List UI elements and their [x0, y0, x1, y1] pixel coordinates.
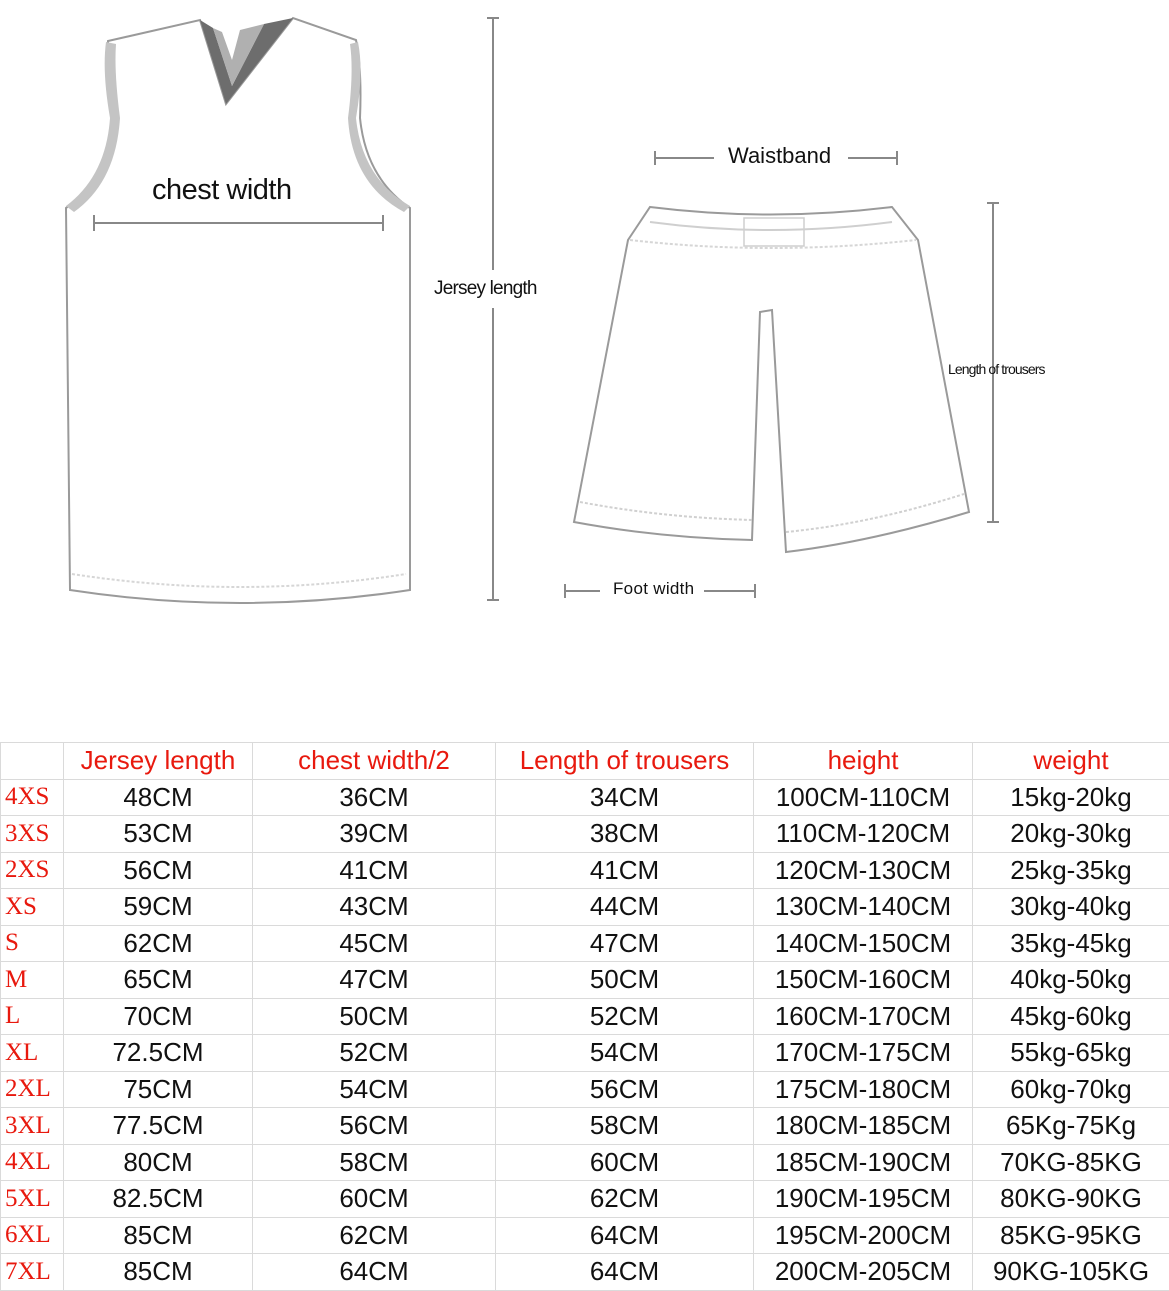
cell-trousers-length: 54CM	[496, 1035, 754, 1072]
cell-height: 150CM-160CM	[754, 962, 973, 999]
cell-trousers-length: 38CM	[496, 816, 754, 853]
cell-height: 170CM-175CM	[754, 1035, 973, 1072]
cell-height: 195CM-200CM	[754, 1217, 973, 1254]
table-row	[1, 1217, 1169, 1254]
table-row	[1, 889, 1169, 926]
cell-weight: 45kg-60kg	[973, 998, 1169, 1035]
header-weight: weight	[973, 743, 1169, 780]
table-row	[1, 1144, 1169, 1181]
cell-trousers-length: 47CM	[496, 925, 754, 962]
cell-jersey-length: 65CM	[64, 962, 253, 999]
header-size	[1, 743, 64, 780]
cell-size: 3XL	[1, 1108, 64, 1145]
cell-chest-width: 50CM	[253, 998, 496, 1035]
cell-trousers-length: 60CM	[496, 1144, 754, 1181]
cell-size: 3XS	[1, 816, 64, 853]
header-trousers-length: Length of trousers	[496, 743, 754, 780]
table-row	[1, 852, 1169, 889]
cell-jersey-length: 48CM	[64, 779, 253, 816]
cell-trousers-length: 34CM	[496, 779, 754, 816]
cell-weight: 90KG-105KG	[973, 1254, 1169, 1291]
table-row	[1, 1108, 1169, 1145]
cell-jersey-length: 75CM	[64, 1071, 253, 1108]
cell-jersey-length: 53CM	[64, 816, 253, 853]
table-row	[1, 962, 1169, 999]
cell-chest-width: 60CM	[253, 1181, 496, 1218]
cell-trousers-length: 41CM	[496, 852, 754, 889]
table-row	[1, 1035, 1169, 1072]
cell-size: XS	[1, 889, 64, 926]
cell-height: 130CM-140CM	[754, 889, 973, 926]
jersey-illustration	[66, 18, 410, 603]
cell-size: L	[1, 998, 64, 1035]
cell-weight: 60kg-70kg	[973, 1071, 1169, 1108]
table-row	[1, 1181, 1169, 1218]
header-jersey-length: Jersey length	[64, 743, 253, 780]
chest-width-label: chest width	[152, 174, 292, 207]
cell-chest-width: 52CM	[253, 1035, 496, 1072]
cell-chest-width: 36CM	[253, 779, 496, 816]
cell-trousers-length: 50CM	[496, 962, 754, 999]
cell-trousers-length: 56CM	[496, 1071, 754, 1108]
cell-height: 160CM-170CM	[754, 998, 973, 1035]
cell-height: 175CM-180CM	[754, 1071, 973, 1108]
cell-weight: 65Kg-75Kg	[973, 1108, 1169, 1145]
cell-size: 5XL	[1, 1181, 64, 1218]
cell-height: 200CM-205CM	[754, 1254, 973, 1291]
cell-jersey-length: 80CM	[64, 1144, 253, 1181]
cell-trousers-length: 64CM	[496, 1217, 754, 1254]
cell-jersey-length: 72.5CM	[64, 1035, 253, 1072]
cell-trousers-length: 58CM	[496, 1108, 754, 1145]
table-header-row	[1, 743, 1169, 780]
header-height: height	[754, 743, 973, 780]
table-row	[1, 1071, 1169, 1108]
table-row	[1, 779, 1169, 816]
cell-size: 4XS	[1, 779, 64, 816]
cell-height: 185CM-190CM	[754, 1144, 973, 1181]
table-row	[1, 998, 1169, 1035]
cell-weight: 80KG-90KG	[973, 1181, 1169, 1218]
jersey-length-label: Jersey length	[434, 278, 537, 300]
cell-jersey-length: 85CM	[64, 1254, 253, 1291]
cell-chest-width: 62CM	[253, 1217, 496, 1254]
jersey-length-arrow	[487, 18, 499, 600]
cell-chest-width: 56CM	[253, 1108, 496, 1145]
cell-chest-width: 64CM	[253, 1254, 496, 1291]
header-chest-width: chest width/2	[253, 743, 496, 780]
cell-height: 100CM-110CM	[754, 779, 973, 816]
cell-weight: 55kg-65kg	[973, 1035, 1169, 1072]
cell-size: S	[1, 925, 64, 962]
table-row	[1, 925, 1169, 962]
cell-height: 110CM-120CM	[754, 816, 973, 853]
cell-weight: 25kg-35kg	[973, 852, 1169, 889]
cell-jersey-length: 70CM	[64, 998, 253, 1035]
cell-jersey-length: 56CM	[64, 852, 253, 889]
table-row	[1, 1254, 1169, 1291]
cell-weight: 30kg-40kg	[973, 889, 1169, 926]
cell-trousers-length: 64CM	[496, 1254, 754, 1291]
cell-weight: 85KG-95KG	[973, 1217, 1169, 1254]
cell-size: 7XL	[1, 1254, 64, 1291]
cell-chest-width: 47CM	[253, 962, 496, 999]
cell-weight: 40kg-50kg	[973, 962, 1169, 999]
trousers-length-label: Length of trousers	[948, 361, 1045, 377]
cell-height: 190CM-195CM	[754, 1181, 973, 1218]
cell-jersey-length: 77.5CM	[64, 1108, 253, 1145]
cell-size: M	[1, 962, 64, 999]
cell-chest-width: 39CM	[253, 816, 496, 853]
cell-trousers-length: 44CM	[496, 889, 754, 926]
size-chart-table	[0, 742, 1169, 1291]
cell-weight: 35kg-45kg	[973, 925, 1169, 962]
cell-chest-width: 54CM	[253, 1071, 496, 1108]
cell-height: 180CM-185CM	[754, 1108, 973, 1145]
cell-chest-width: 45CM	[253, 925, 496, 962]
size-rows	[1, 779, 1169, 1290]
cell-height: 120CM-130CM	[754, 852, 973, 889]
cell-jersey-length: 85CM	[64, 1217, 253, 1254]
cell-size: XL	[1, 1035, 64, 1072]
table-row	[1, 816, 1169, 853]
cell-size: 2XS	[1, 852, 64, 889]
foot-width-label: Foot width	[613, 579, 694, 599]
waistband-label: Waistband	[728, 143, 831, 169]
cell-size: 2XL	[1, 1071, 64, 1108]
cell-height: 140CM-150CM	[754, 925, 973, 962]
cell-jersey-length: 59CM	[64, 889, 253, 926]
cell-jersey-length: 62CM	[64, 925, 253, 962]
shorts-illustration	[574, 207, 969, 552]
cell-weight: 15kg-20kg	[973, 779, 1169, 816]
cell-jersey-length: 82.5CM	[64, 1181, 253, 1218]
cell-weight: 70KG-85KG	[973, 1144, 1169, 1181]
cell-chest-width: 41CM	[253, 852, 496, 889]
cell-trousers-length: 62CM	[496, 1181, 754, 1218]
cell-size: 6XL	[1, 1217, 64, 1254]
cell-trousers-length: 52CM	[496, 998, 754, 1035]
cell-chest-width: 58CM	[253, 1144, 496, 1181]
cell-size: 4XL	[1, 1144, 64, 1181]
cell-chest-width: 43CM	[253, 889, 496, 926]
cell-weight: 20kg-30kg	[973, 816, 1169, 853]
